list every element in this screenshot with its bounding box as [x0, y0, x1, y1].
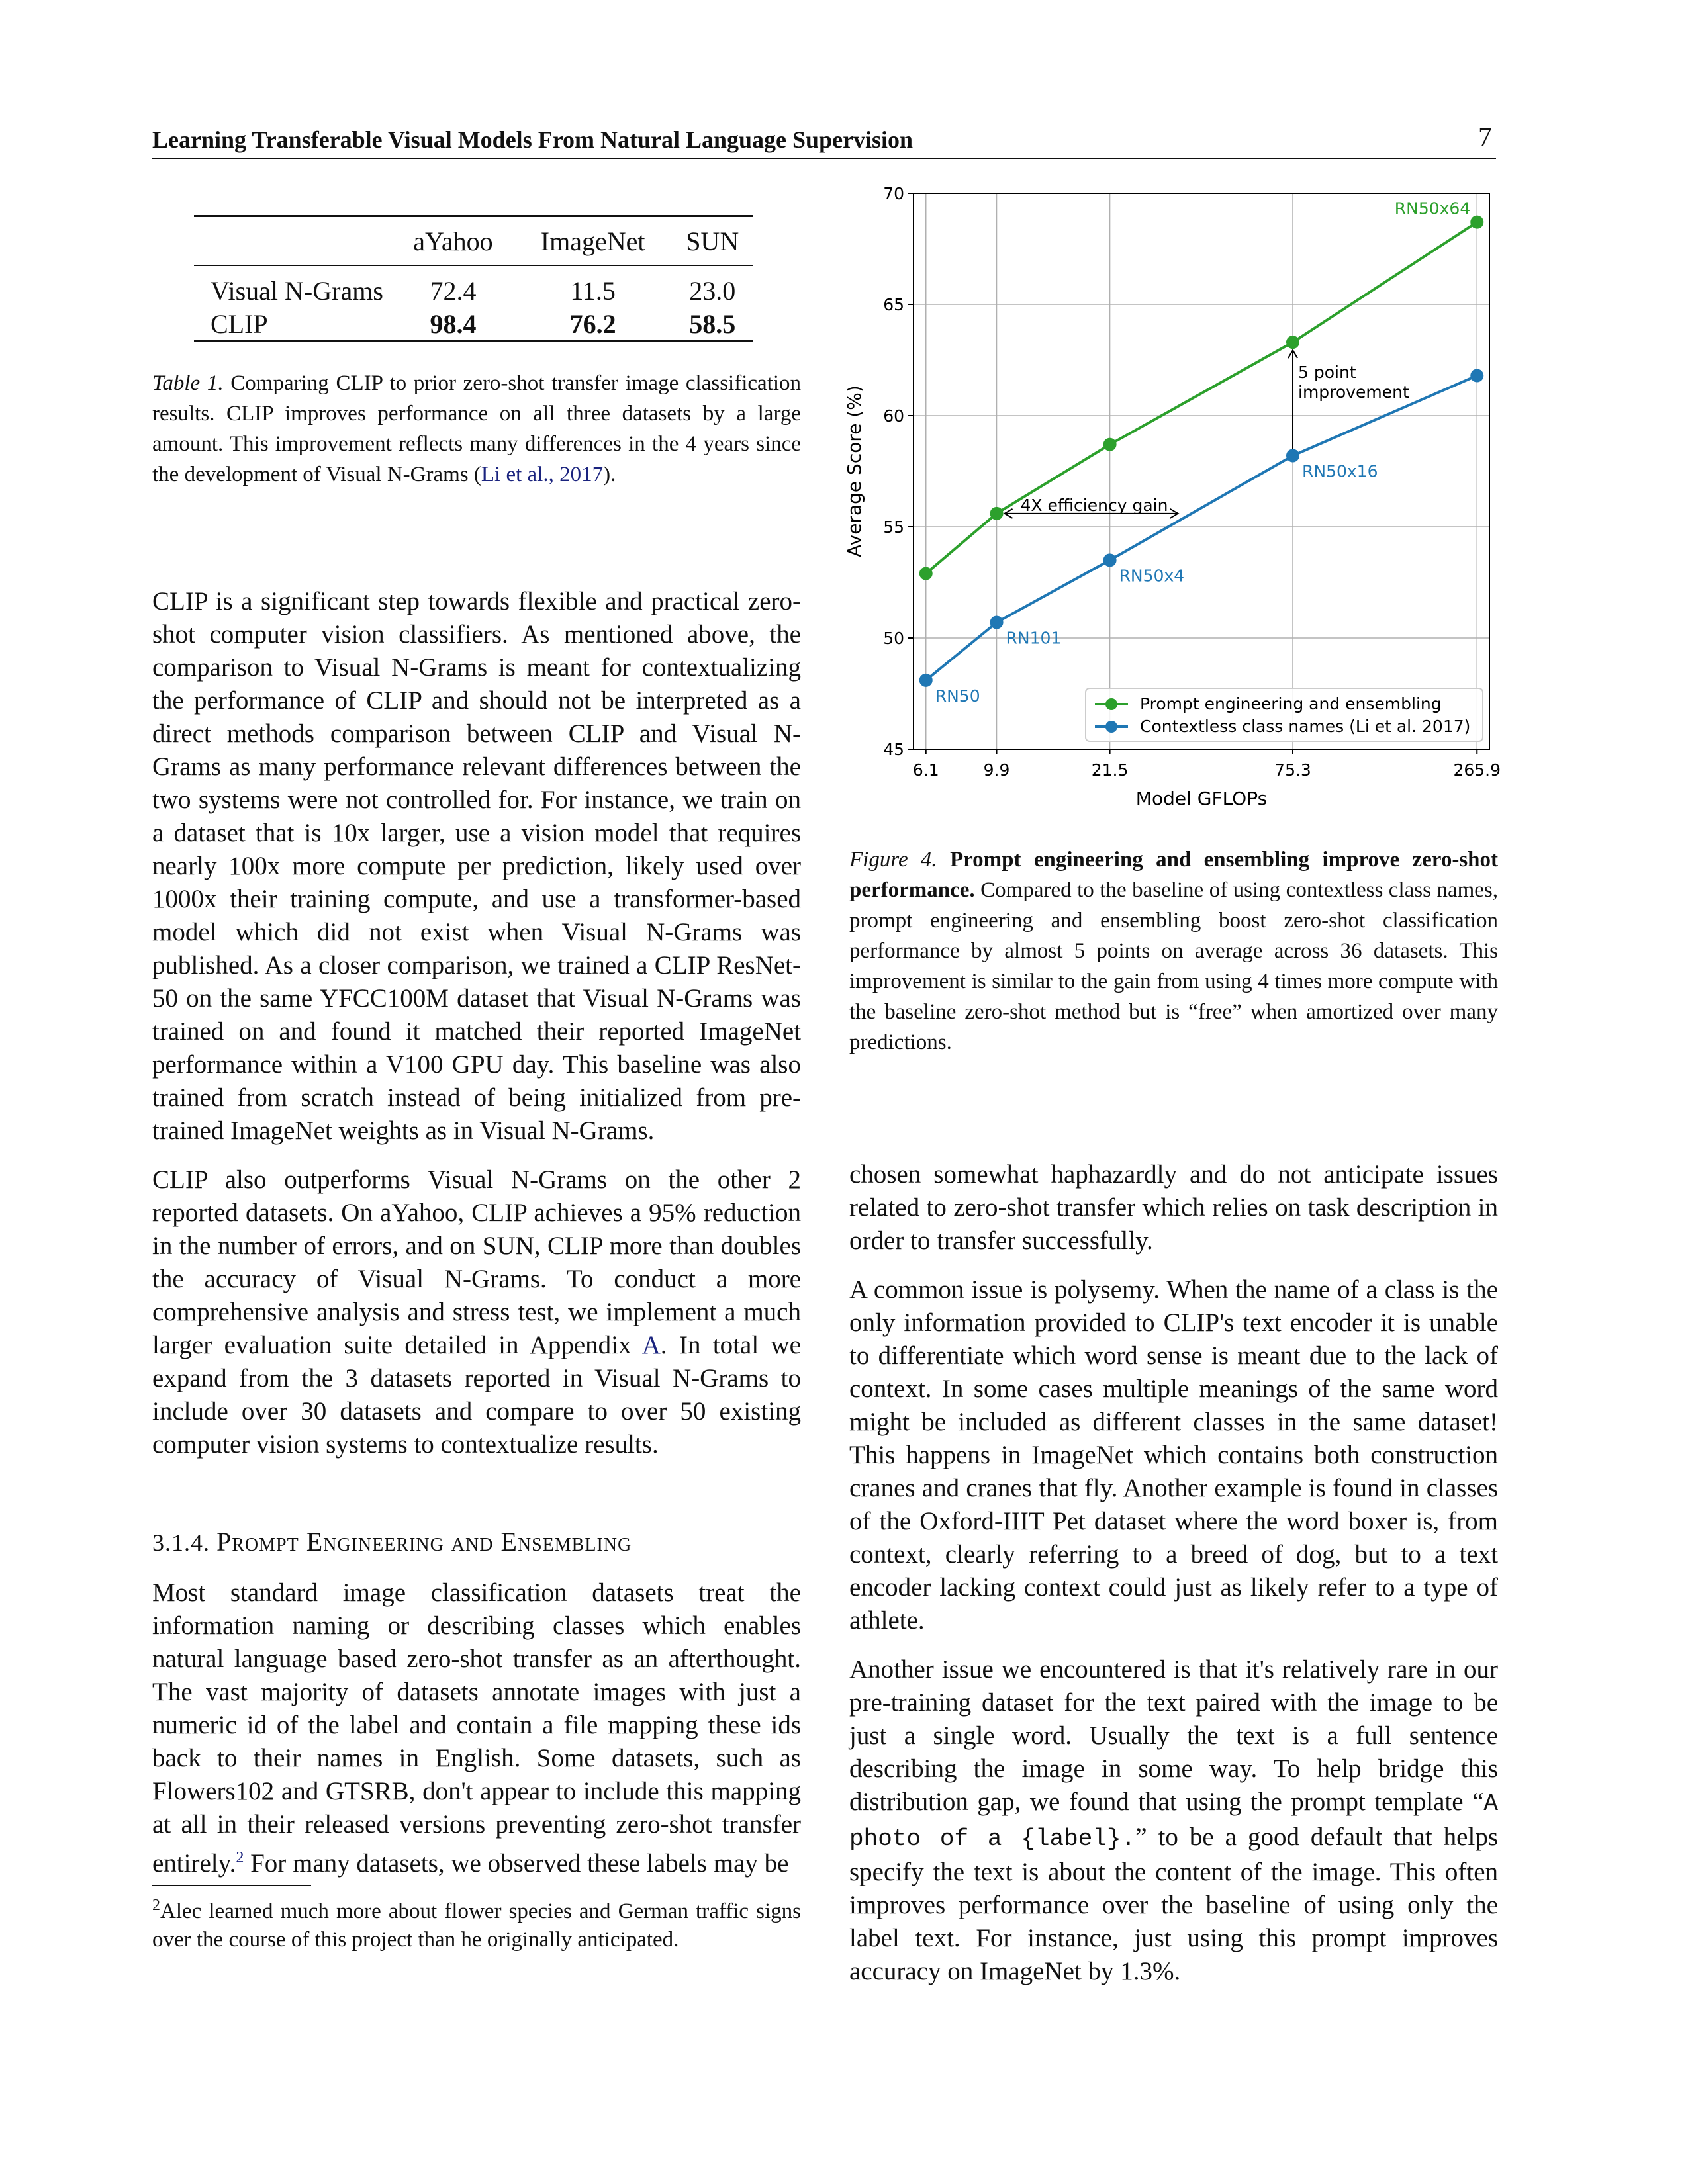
- caption-label: Table 1.: [152, 371, 224, 395]
- table-header-cell: [194, 216, 393, 266]
- improvement-annotation-line2: improvement: [1298, 383, 1409, 402]
- paragraph-text: Most standard image classification datasets treat the information naming or describing classes which enables natural language based zero-shot transfer as an afterthought. The vast majority of datasets annotate images with just a numeric id of the label and contain a file mapping these ids back to their names in English. Some datasets, such as Flowers102 and GTSRB, don't appear to include this mapping at all in their released versions preventing zero-shot transfer entirely.: [152, 1578, 801, 1878]
- table-row: [194, 265, 753, 307]
- legend-label: Contextless class names (Li et al. 2017): [1140, 717, 1471, 736]
- data-point: [1286, 449, 1299, 462]
- footnote-rule: [152, 1885, 311, 1886]
- section-heading: [152, 1526, 632, 1557]
- paragraph-text: CLIP also outperforms Visual N-Grams on the other 2 reported datasets. On aYahoo, CLIP achieves a 95% reduction in the number of errors, and on SUN, CLIP more than doubles the accuracy of Visual N-Grams. To conduct a more comprehensive analysis and stress test, we implement a much larger evaluation suite detailed in Appendix: [152, 1165, 801, 1359]
- y-tick-label: 65: [883, 295, 904, 314]
- page-number: 7: [1478, 122, 1492, 153]
- section-number: 3.1.4.: [152, 1529, 216, 1556]
- point-label: RN50x4: [1119, 566, 1185, 586]
- table-cell: 23.0: [689, 275, 736, 306]
- paragraph-text: ” to be a good default that helps specify the text is about the content of the image. This often improves performance over the baseline of using only the label text. For instance, just using this prompt improves accuracy on ImageNet by 1.3%.: [849, 1823, 1498, 1985]
- left-column-body-2: [152, 1576, 801, 1896]
- footnote-text: Alec learned much more about flower species and German traffic signs over the course of this project than he originally anticipated.: [152, 1899, 801, 1952]
- citation-link[interactable]: Li et al., 2017: [481, 463, 604, 486]
- footnote: [152, 1891, 801, 1954]
- point-label: RN50x16: [1302, 461, 1378, 481]
- table-cell: [514, 307, 673, 341]
- paragraph: A common issue is polysemy. When the name of a class is the only information provided to CLIP's text encoder it is unable to differentiate which word sense is meant due to the lack of context. In some cases multiple meanings of the same word might be included as different classes in the same dataset! This happens in ImageNet which contains both construction cranes and cranes that fly. Another example is found in classes of the Oxford-IIIT Pet dataset where the word boxer is, from context, clearly referring to a breed of dog, but to a text encoder lacking context could just as likely refer to a type of athlete.: [849, 1275, 1498, 1635]
- data-point: [919, 567, 933, 580]
- y-tick-label: 45: [883, 740, 904, 759]
- table-cell: 72.4: [430, 275, 477, 306]
- paragraph: CLIP is a significant step towards flexible and practical zero-shot computer vision classifiers. As mentioned above, the comparison to Visual N-Grams is meant for contextualizing the performance of CLIP and should not be interpreted as a direct methods comparison between CLIP and Visual N-Grams as many performance relevant differences between the two systems were not controlled for. For instance, we train on a dataset that is 10x larger, use a vision model that requires nearly 100x more compute per prediction, likely used over 1000x their training compute, and use a transformer-based model which did not exist when Visual N-Grams was published. As a closer comparison, we trained a CLIP ResNet-50 on the same YFCC100M dataset that Visual N-Grams was trained on and found it matched their reported ImageNet performance within a V100 GPU day. This baseline was also trained from scratch instead of being initialized from pre-trained ImageNet weights as in Visual N-Grams.: [152, 587, 801, 1145]
- caption-text: Compared to the baseline of using contextless class names, prompt engineering and ensembling boost zero-shot classification performance by almost 5 points on average across 36 datasets. This improvement is similar to the gain from using 4 times more compute with the baseline zero-shot method but is “free” when amortized over many predictions.: [849, 878, 1498, 1054]
- x-axis-label: Model GFLOPs: [1135, 788, 1268, 809]
- table-1-caption: [152, 368, 801, 490]
- paragraph: chosen somewhat haphazardly and do not anticipate issues related to zero-shot transfer which relies on task description in order to transfer successfully.: [849, 1160, 1498, 1255]
- table-cell-bold: 58.5: [689, 308, 736, 339]
- table-cell-bold: 98.4: [430, 308, 477, 339]
- left-column-body: [152, 585, 801, 1477]
- paragraph: [849, 1653, 1498, 1988]
- right-column-body: [849, 1158, 1498, 2004]
- data-point: [1470, 216, 1483, 229]
- footnote-marker-link[interactable]: 2: [236, 1849, 244, 1866]
- x-tick-label: 6.1: [912, 760, 939, 780]
- x-tick-label: 265.9: [1453, 760, 1501, 780]
- data-point: [1286, 336, 1299, 349]
- improvement-annotation-line1: 5 point: [1298, 363, 1356, 383]
- plot-frame: [914, 193, 1489, 749]
- y-tick-label: 55: [883, 518, 904, 537]
- paragraph-text: Another issue we encountered is that it's relatively rare in our pre-training dataset for the text paired with the image to be just a single word. Usually the text is a full sentence describing the image in some way. To help bridge this distribution gap, we found that using the prompt template “: [849, 1655, 1498, 1816]
- table-cell: [393, 307, 514, 341]
- paragraph: [152, 1576, 801, 1880]
- figure-4-chart: [834, 179, 1503, 821]
- table-header-cell: aYahoo: [413, 226, 493, 256]
- table-cell: 11.5: [570, 275, 616, 306]
- y-axis-label: Average Score (%): [843, 385, 865, 557]
- table-header-row: [194, 216, 753, 266]
- section-title: Prompt Engineering and Ensembling: [216, 1527, 632, 1557]
- table-1: [194, 215, 753, 342]
- caption-label: Figure 4.: [849, 848, 937, 872]
- paragraph: [152, 1163, 801, 1461]
- table-header-cell: ImageNet: [540, 226, 645, 256]
- data-point: [1470, 369, 1483, 383]
- point-label: RN50: [935, 686, 980, 705]
- paragraph-text: . In total we expand from the 3 datasets reported in Visual N-Grams to include over 30 datasets and compare to over 50 existing computer vision systems to contextualize results.: [152, 1331, 801, 1459]
- x-tick-label: 21.5: [1091, 760, 1129, 780]
- data-point: [990, 615, 1004, 629]
- point-label: RN50x64: [1394, 199, 1471, 218]
- y-tick-label: 60: [883, 406, 904, 426]
- table-row-name: CLIP: [211, 308, 268, 339]
- figure-4-caption: [849, 844, 1498, 1058]
- caption-text: Comparing CLIP to prior zero-shot transfer image classification results. CLIP improves performance on all three datasets by a large amount. This improvement reflects many differences in the 4 years since the development of Visual N-Grams (: [152, 371, 802, 486]
- table-cell-bold: 76.2: [569, 308, 616, 339]
- data-point: [919, 674, 933, 687]
- point-label: RN101: [1006, 628, 1062, 648]
- table-row-name: Visual N-Grams: [211, 275, 383, 306]
- efficiency-annotation: 4X efficiency gain: [1020, 495, 1168, 515]
- running-header: [152, 122, 1496, 159]
- data-point: [1103, 438, 1117, 451]
- footnote-mark: 2: [152, 1897, 160, 1914]
- running-title: Learning Transferable Visual Models From Natural Language Supervision: [152, 126, 914, 153]
- data-point: [1103, 553, 1117, 567]
- paragraph-text: For many datasets, we observed these labels may be: [244, 1849, 789, 1878]
- table-row: [194, 307, 753, 341]
- y-tick-label: 70: [883, 184, 904, 203]
- legend-marker: [1105, 721, 1117, 733]
- prompt-template-code: A photo of a {label}.: [849, 1790, 1498, 1852]
- legend-marker: [1105, 698, 1117, 710]
- legend-label: Prompt engineering and ensembling: [1140, 694, 1442, 713]
- appendix-link[interactable]: A: [641, 1331, 661, 1359]
- x-tick-label: 9.9: [983, 760, 1010, 780]
- caption-bold: Prompt engineering and ensembling improve zero-shot performance.: [849, 848, 1498, 902]
- caption-end: ).: [603, 463, 616, 486]
- table-header-cell: SUN: [686, 226, 739, 256]
- table-cell: [672, 307, 753, 341]
- x-tick-label: 75.3: [1274, 760, 1311, 780]
- data-point: [990, 507, 1004, 520]
- y-tick-label: 50: [883, 629, 904, 648]
